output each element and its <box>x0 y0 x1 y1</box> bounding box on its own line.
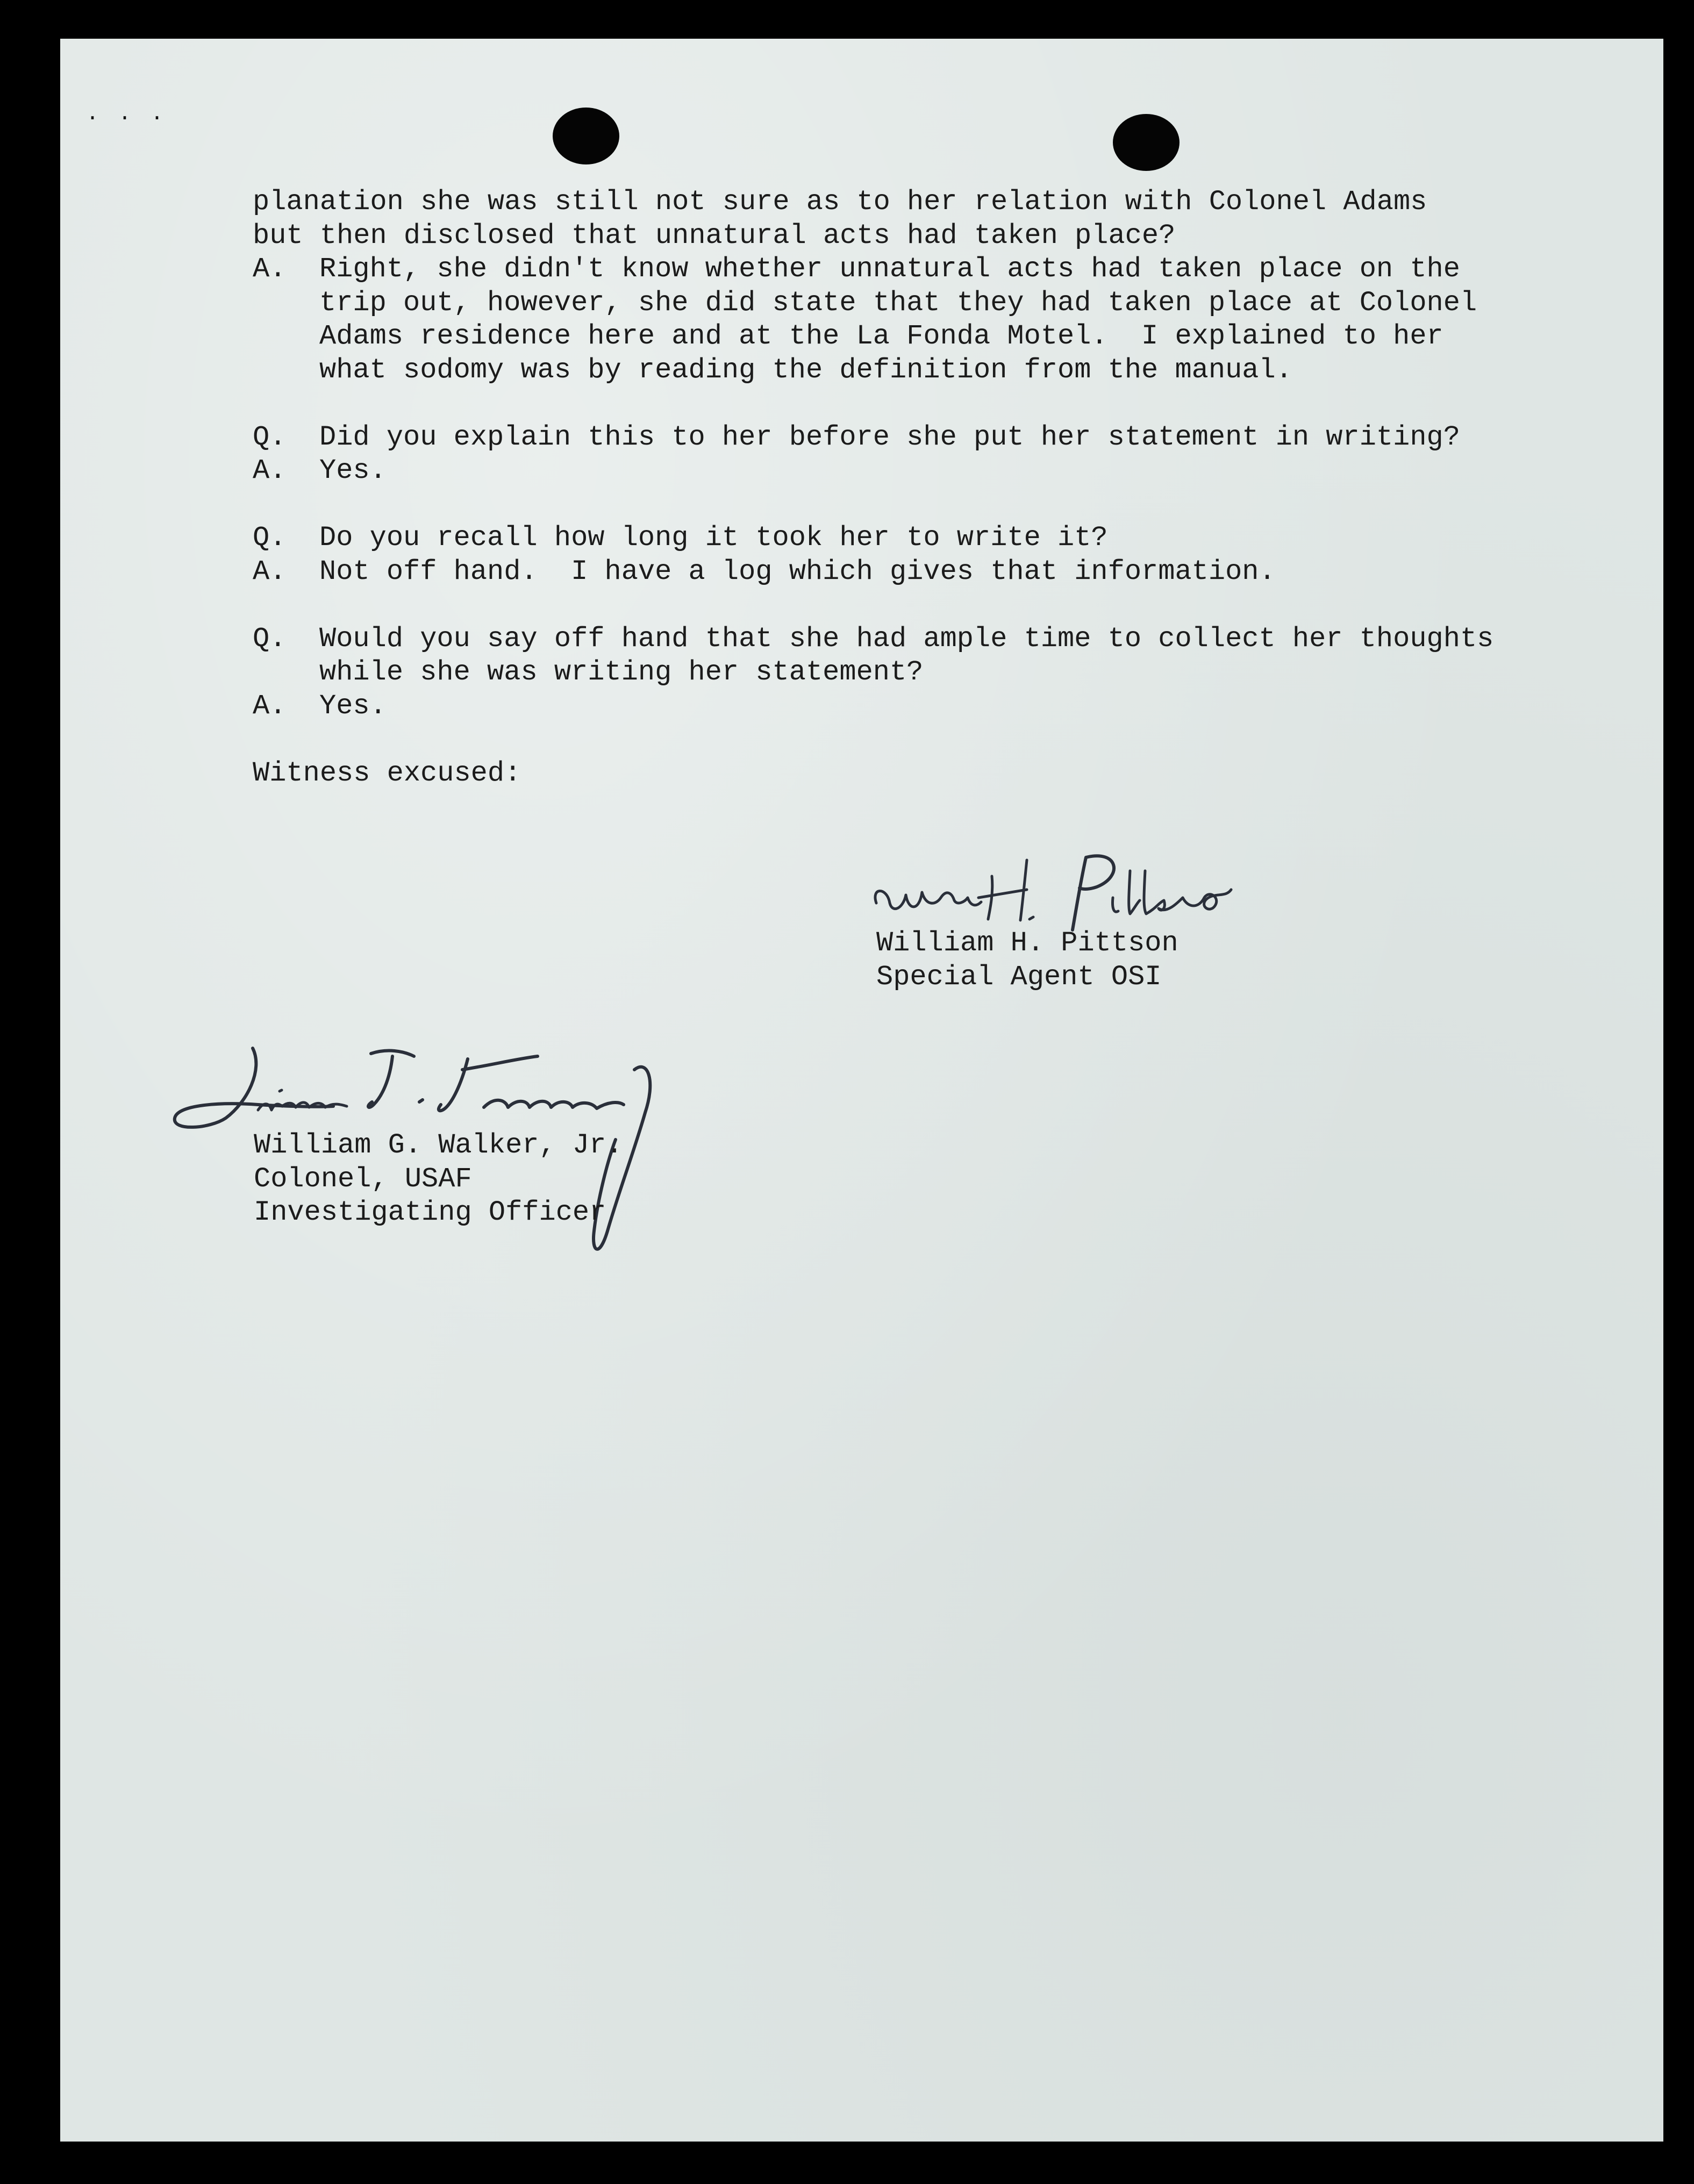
question-label: Q. <box>253 622 287 655</box>
question-2-line-1: Did you explain this to her before she put her statement in writing? <box>319 421 1460 453</box>
question-4-line-2: while she was writing her statement? <box>319 656 924 688</box>
answer-4-line-1: Yes. <box>319 690 387 722</box>
answer-1-line-4: what sodomy was by reading the definition from the manual. <box>319 354 1292 386</box>
agent-name: William H. Pittson <box>876 927 1178 959</box>
continuation-line-2: but then disclosed that unnatural acts had taken place? <box>253 219 1176 252</box>
question-2 <box>253 421 1554 455</box>
answer-1-line-1: Right, she didn't know whether unnatural acts had taken place on the <box>319 253 1460 285</box>
officer-role: Investigating Officer <box>254 1197 606 1228</box>
answer-2-line-1: Yes. <box>319 455 387 486</box>
answer-1-line-3: Adams residence here and at the La Fonda Motel. I explained to her <box>319 320 1443 352</box>
officer-rank: Colonel, USAF <box>254 1163 472 1195</box>
answer-3-line-1: Not off hand. I have a log which gives that information. <box>319 555 1276 588</box>
transcript-body <box>253 185 1554 790</box>
answer-label: A. <box>253 253 287 285</box>
question-label: Q. <box>253 522 287 554</box>
officer-name: William G. Walker, Jr. <box>254 1129 623 1161</box>
question-3 <box>253 521 1554 555</box>
agent-title: Special Agent OSI <box>876 961 1162 993</box>
punch-hole-left <box>553 108 619 164</box>
answer-label: A. <box>253 555 287 588</box>
paper-specks: . . . <box>86 102 167 126</box>
answer-3 <box>253 555 1554 589</box>
question-4-line-1: Would you say off hand that she had ample time to collect her thoughts <box>319 622 1494 655</box>
answer-1-line-2: trip out, however, she did state that they had taken place at Colonel <box>319 287 1477 319</box>
punch-hole-right <box>1113 114 1180 171</box>
answer-label: A. <box>253 455 287 486</box>
answer-label: A. <box>253 690 287 722</box>
question-4 <box>253 622 1554 690</box>
answer-2 <box>253 454 1554 488</box>
question-3-line-1: Do you recall how long it took her to write it? <box>319 522 1108 554</box>
continuation-line-1: planation she was still not sure as to her relation with Colonel Adams <box>253 186 1427 218</box>
agent-signature-block <box>876 927 1178 994</box>
answer-4 <box>253 690 1554 724</box>
officer-signature-block <box>254 1129 623 1230</box>
pittson-signature-icon <box>866 839 1242 935</box>
question-label: Q. <box>253 421 287 453</box>
witness-excused: Witness excused: <box>253 757 521 789</box>
answer-1 <box>253 253 1554 387</box>
